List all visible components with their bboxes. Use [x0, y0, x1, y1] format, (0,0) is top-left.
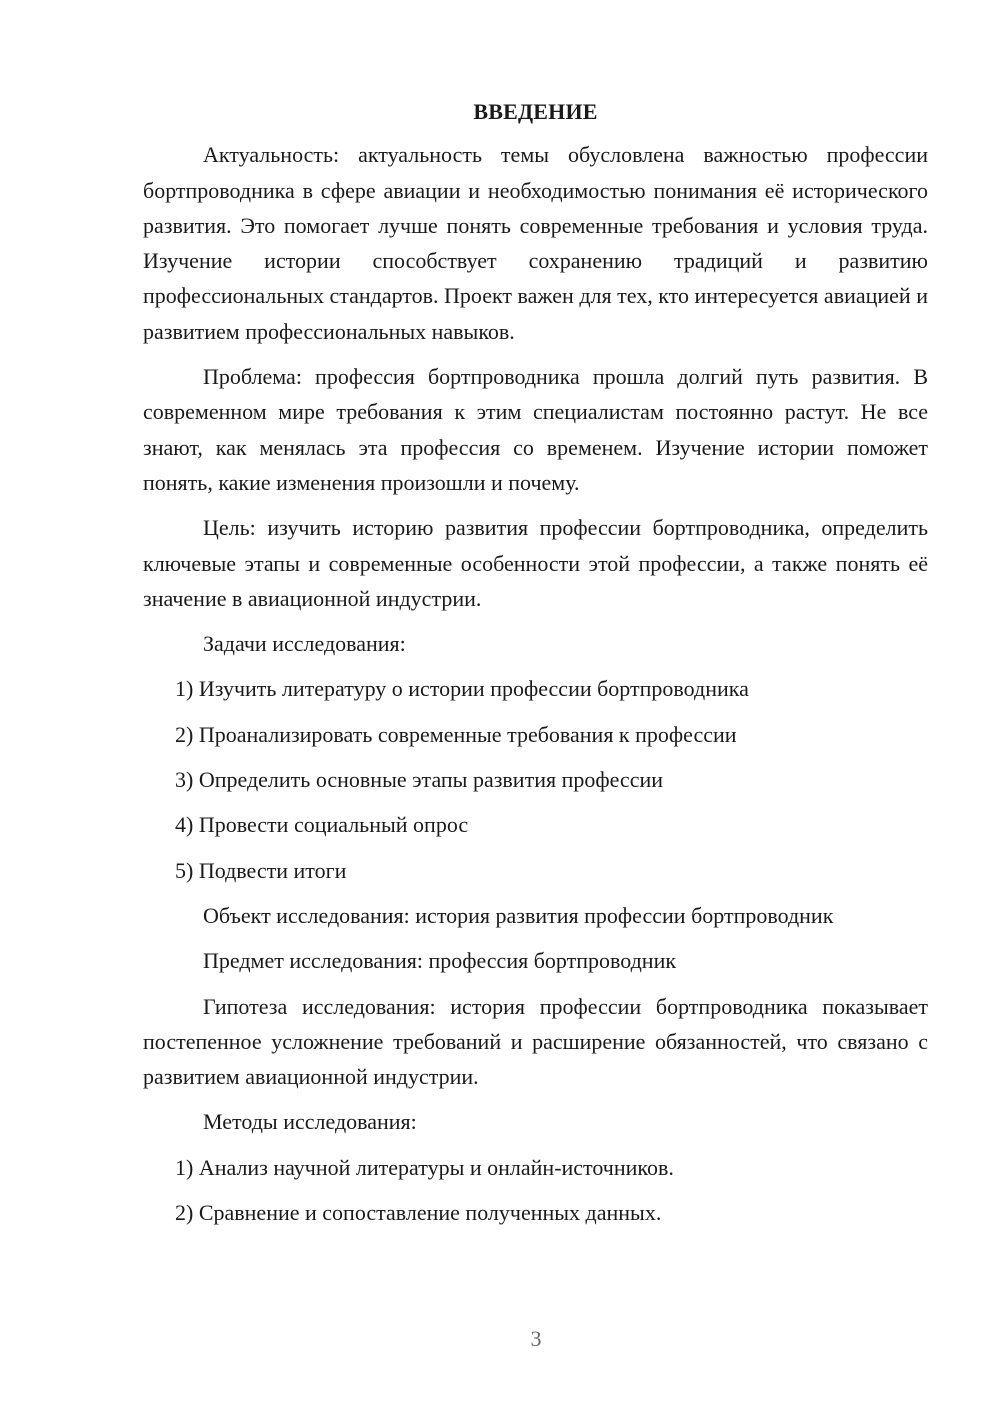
task-item: 2) Проанализировать современные требования к профессии: [175, 721, 737, 747]
methods-heading: Методы исследования:: [203, 1109, 417, 1135]
page-number: 3: [530, 1326, 542, 1351]
problem-paragraph: Проблема: профессия бортпроводника прошла долгий путь развития. В современном мире требования к этим специалистам постоянно растут. Не все знают, как менялась эта профессия со временем. Изучение истории поможет понять, какие изменения произошли и почему.: [143, 364, 928, 495]
tasks-heading: Задачи исследования:: [203, 631, 406, 657]
page-title: ВВЕДЕНИЕ: [473, 99, 598, 124]
task-item: 3) Определить основные этапы развития профессии: [175, 767, 664, 793]
task-item: 1) Изучить литературу о истории профессии бортпроводника: [175, 676, 749, 702]
relevance-paragraph: Актуальность: актуальность темы обусловлена важностью профессии бортпроводника в сфере авиации и необходимостью понимания её исторического развития. Это помогает лучше понять современные требования и условия труда. Изучение истории способствует сохранению традиций и развитию профессиональных стандартов. Проект важен для тех, кто интересуется авиацией и развитием профессиональных навыков.: [143, 142, 928, 344]
hypothesis-paragraph: Гипотеза исследования: история профессии бортпроводника показывает постепенное усложнение требований и расширение обязанностей, что связано с развитием авиационной индустрии.: [143, 993, 928, 1090]
page-content: [143, 94, 928, 1240]
method-item: 1) Анализ научной литературы и онлайн-источников.: [175, 1154, 674, 1180]
method-item: 2) Сравнение и сопоставление полученных данных.: [175, 1200, 662, 1226]
task-item: 4) Провести социальный опрос: [175, 812, 469, 838]
research-object: Объект исследования: история развития профессии бортпроводник: [203, 902, 834, 928]
research-subject: Предмет исследования: профессия бортпроводник: [203, 948, 677, 974]
goal-paragraph: Цель: изучить историю развития профессии бортпроводника, определить ключевые этапы и современные особенности этой профессии, а также понять её значение в авиационной индустрии.: [143, 515, 928, 611]
task-item: 5) Подвести итоги: [175, 857, 347, 883]
